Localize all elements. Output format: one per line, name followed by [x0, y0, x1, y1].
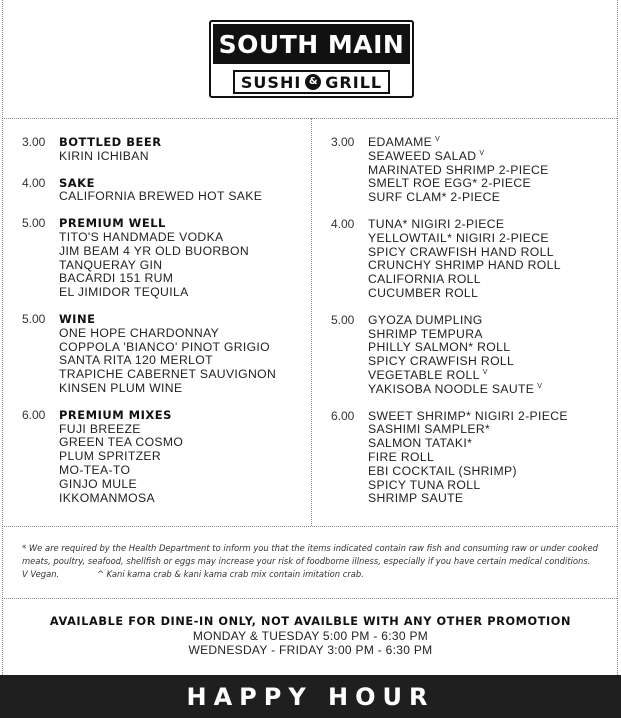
menu-item	[368, 423, 616, 437]
menu-item	[368, 314, 616, 328]
category-title: WINE	[59, 311, 96, 326]
menu-group	[331, 314, 616, 397]
menu-item-name: SEAWEED SALAD	[368, 148, 477, 163]
drinks-column	[22, 136, 307, 518]
menu-item-name: FIRE ROLL	[368, 449, 435, 464]
vegan-mark: V	[482, 368, 488, 376]
menu-item	[59, 492, 307, 506]
menu-item-name: PHILLY SALMON* ROLL	[368, 340, 511, 355]
menu-item-name: BACARDI 151 RUM	[59, 271, 174, 286]
health-notice: * We are required by the Health Department to inform you that the items indicated contain raw fish and consuming raw or under cooked meats, poultry, seafood, shellfish or eggs may increase your risk of foodborne illness, especially if you have certain medical conditions.	[22, 543, 599, 566]
vegan-mark: V	[435, 135, 441, 143]
group-price: 5.00	[331, 312, 355, 327]
menu-item	[59, 450, 307, 464]
divider-notes	[2, 526, 617, 527]
menu-item-name: SURF CLAM* 2-PIECE	[368, 190, 501, 205]
menu-item-name: SHRIMP TEMPURA	[368, 326, 483, 341]
menu-item	[368, 437, 616, 451]
menu-item	[368, 259, 616, 273]
vegan-mark: V	[479, 149, 485, 157]
menu-group	[331, 136, 616, 205]
menu-item	[368, 273, 616, 287]
menu-item-name: JIM BEAM 4 YR OLD BUORBON	[59, 243, 250, 258]
menu-item-name: VEGETABLE ROLL	[368, 367, 480, 382]
menu-item-name: TITO'S HANDMADE VODKA	[59, 229, 224, 244]
menu-item	[59, 464, 307, 478]
menu-item	[368, 232, 616, 246]
menu-item	[368, 246, 616, 260]
menu-item-name: CRUNCHY SHRIMP HAND ROLL	[368, 258, 561, 273]
menu-group	[22, 177, 307, 205]
footnote	[22, 542, 607, 581]
menu-item	[368, 341, 616, 355]
menu-item-name: SHRIMP SAUTE	[368, 491, 464, 506]
menu-group	[22, 313, 307, 396]
logo-grill: GRILL	[325, 72, 383, 92]
menu-item-name: EL JIMIDOR TEQUILA	[59, 285, 189, 300]
menu-item-name: COPPOLA 'BIANCO' PINOT GRIGIO	[59, 339, 270, 354]
menu-item-name: EBI COCKTAIL (SHRIMP)	[368, 463, 517, 478]
divider-availability	[2, 598, 617, 599]
menu-item-name: GINJO MULE	[59, 476, 137, 491]
menu-item-name: TUNA* NIGIRI 2-PIECE	[368, 216, 505, 231]
category-title: PREMIUM MIXES	[59, 407, 172, 422]
column-divider	[311, 118, 312, 526]
menu-group	[22, 409, 307, 506]
menu-item	[59, 368, 307, 382]
food-column	[331, 136, 616, 519]
menu-item	[59, 341, 307, 355]
menu-item	[368, 369, 616, 383]
menu-group	[22, 217, 307, 300]
menu-item	[368, 383, 616, 397]
menu-item-name: YAKISOBA NOODLE SAUTE	[368, 381, 535, 396]
group-price: 3.00	[22, 135, 46, 149]
menu-item	[59, 354, 307, 368]
menu-item-name: PLUM SPRITZER	[59, 449, 162, 464]
menu-item	[59, 478, 307, 492]
legend-row	[22, 568, 607, 581]
menu-item-name: FUJI BREEZE	[59, 421, 141, 436]
menu-item	[368, 136, 616, 150]
menu-item	[59, 286, 307, 300]
menu-item	[368, 355, 616, 369]
category-title: BOTTLED BEER	[59, 135, 162, 149]
category-title: PREMIUM WELL	[59, 216, 166, 231]
group-price: 5.00	[22, 216, 46, 231]
menu-item-name: IKKOMANMOSA	[59, 490, 155, 505]
hours-line-1: MONDAY & TUESDAY 5:00 PM - 6:30 PM	[192, 629, 429, 643]
restaurant-logo	[209, 20, 414, 98]
group-price: 6.00	[331, 408, 355, 423]
menu-group	[331, 410, 616, 507]
category-title: SAKE	[59, 175, 95, 190]
menu-item-name: SPICY TUNA ROLL	[368, 477, 481, 492]
hours-line-2: WEDNESDAY - FRIDAY 3:00 PM - 6:30 PM	[188, 643, 433, 657]
menu-item	[368, 328, 616, 342]
group-price: 4.00	[331, 216, 355, 231]
logo-title: SOUTH MAIN	[213, 24, 410, 64]
left-border	[2, 0, 3, 675]
menu-item-name: MARINATED SHRIMP 2-PIECE	[368, 162, 549, 177]
menu-item-name: CUCUMBER ROLL	[368, 285, 479, 300]
crab-legend: ^ Kani kama crab & kani kama crab mix contain imitation crab.	[97, 569, 364, 579]
menu-item	[59, 150, 307, 164]
menu-item	[368, 451, 616, 465]
menu-item	[368, 410, 616, 424]
menu-item-name: SANTA RITA 120 MERLOT	[59, 353, 213, 368]
happy-hour-banner: HAPPY HOUR	[0, 675, 621, 718]
menu-item	[59, 382, 307, 396]
menu-item	[368, 164, 616, 178]
menu-item-name: GREEN TEA COSMO	[59, 435, 184, 450]
menu-item	[59, 436, 307, 450]
menu-item-name: SWEET SHRIMP* NIGIRI 2-PIECE	[368, 408, 568, 423]
menu-item	[59, 231, 307, 245]
vegan-mark: V	[537, 382, 543, 390]
menu-item	[368, 218, 616, 232]
menu-item-name: SMELT ROE EGG* 2-PIECE	[368, 176, 532, 191]
menu-item	[368, 191, 616, 205]
menu-item-name: CALIFORNIA ROLL	[368, 272, 481, 287]
menu-item-name: KIRIN ICHIBAN	[59, 148, 149, 163]
menu-item-name: SALMON TATAKI*	[368, 436, 473, 451]
availability	[0, 614, 621, 657]
logo-ampersand-icon: &	[305, 74, 321, 90]
divider-top	[2, 118, 617, 119]
menu-item	[59, 272, 307, 286]
menu-item-name: MO-TEA-TO	[59, 462, 131, 477]
menu-item-name: ONE HOPE CHARDONNAY	[59, 325, 220, 340]
menu-item	[368, 479, 616, 493]
menu-item	[368, 465, 616, 479]
availability-title: AVAILABLE FOR DINE-IN ONLY, NOT AVAILBLE WITH ANY OTHER PROMOTION	[49, 615, 572, 628]
menu-item-name: GYOZA DUMPLING	[368, 312, 483, 327]
menu-group	[331, 218, 616, 301]
logo-sushi: SUSHI	[240, 72, 302, 92]
menu-item	[59, 245, 307, 259]
menu-item-name: CALIFORNIA BREWED HOT SAKE	[59, 189, 263, 204]
menu-item-name: KINSEN PLUM WINE	[59, 380, 183, 395]
menu-item-name: EDAMAME	[368, 135, 433, 149]
menu-item	[368, 150, 616, 164]
right-border	[617, 0, 618, 675]
menu-item-name: SPICY CRAWFISH HAND ROLL	[368, 244, 554, 259]
menu-item	[59, 259, 307, 273]
menu-item-name: TRAPICHE CABERNET SAUVIGNON	[59, 367, 277, 382]
menu-group	[22, 136, 307, 164]
menu-item	[368, 492, 616, 506]
group-price: 5.00	[22, 311, 46, 326]
menu-item	[59, 327, 307, 341]
group-price: 4.00	[22, 175, 46, 190]
menu-item-name: SPICY CRAWFISH ROLL	[368, 354, 515, 369]
group-price: 6.00	[22, 407, 46, 422]
logo-subtitle	[233, 70, 390, 94]
menu-item	[368, 287, 616, 301]
menu-item	[368, 177, 616, 191]
menu-item-name: YELLOWTAIL* NIGIRI 2-PIECE	[368, 230, 549, 245]
group-price: 3.00	[331, 135, 355, 149]
vegan-legend: V Vegan.	[22, 569, 60, 579]
menu-item-name: SASHIMI SAMPLER*	[368, 422, 491, 437]
menu-item	[59, 190, 307, 204]
menu-item	[59, 423, 307, 437]
menu-item-name: TANQUERAY GIN	[59, 257, 163, 272]
